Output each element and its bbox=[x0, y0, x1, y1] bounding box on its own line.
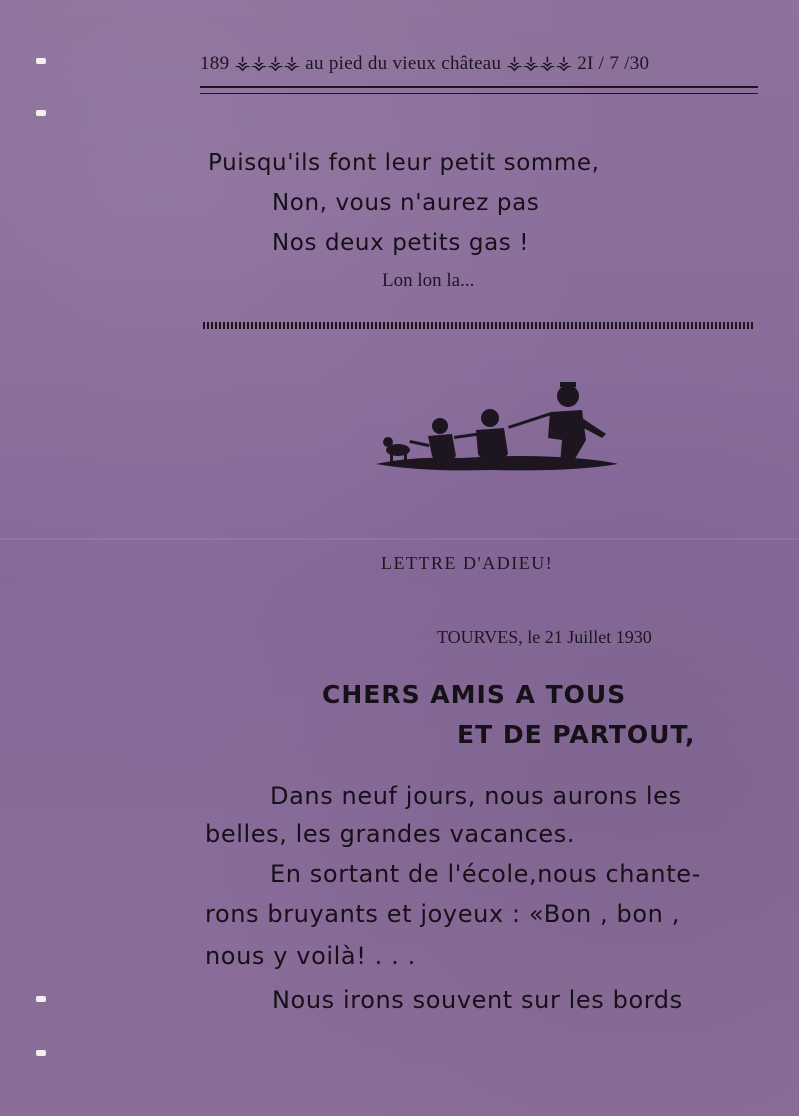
paper-fold bbox=[0, 538, 799, 540]
body-line: Dans neuf jours, nous aurons les bbox=[270, 782, 682, 810]
poem-line-3: Nos deux petits gas ! bbox=[272, 230, 530, 256]
binder-hole bbox=[36, 110, 46, 116]
page-header: 189 ⚶⚶⚶⚶ au pied du vieux château ⚶⚶⚶⚶ 2I / 7 /30 bbox=[200, 53, 650, 74]
header-rule bbox=[200, 86, 758, 88]
letter-title: LETTRE D'ADIEU! bbox=[381, 553, 554, 573]
binder-hole bbox=[36, 996, 46, 1002]
body-line: nous y voilà! . . . bbox=[205, 942, 416, 970]
body-line: Nous irons souvent sur les bords bbox=[272, 986, 683, 1014]
body-line: En sortant de l'école,nous chante- bbox=[270, 860, 701, 888]
greeting-line-2: ET DE PARTOUT, bbox=[457, 720, 696, 749]
binder-hole bbox=[36, 58, 46, 64]
body-line: belles, les grandes vacances. bbox=[205, 820, 576, 848]
binder-hole bbox=[36, 1050, 46, 1056]
poem-refrain: Lon lon la... bbox=[382, 270, 475, 291]
poem-line-2: Non, vous n'aurez pas bbox=[272, 190, 540, 216]
poem-line-1: Puisqu'ils font leur petit somme, bbox=[208, 150, 600, 176]
dotted-separator bbox=[203, 322, 755, 329]
children-and-dog-silhouette-icon bbox=[372, 378, 622, 478]
body-line: rons bruyants et joyeux : «Bon , bon , bbox=[205, 900, 680, 928]
header-rule-thin bbox=[200, 93, 758, 94]
letter-dateline: TOURVES, le 21 Juillet 1930 bbox=[437, 627, 652, 647]
greeting-line-1: CHERS AMIS A TOUS bbox=[322, 680, 627, 709]
